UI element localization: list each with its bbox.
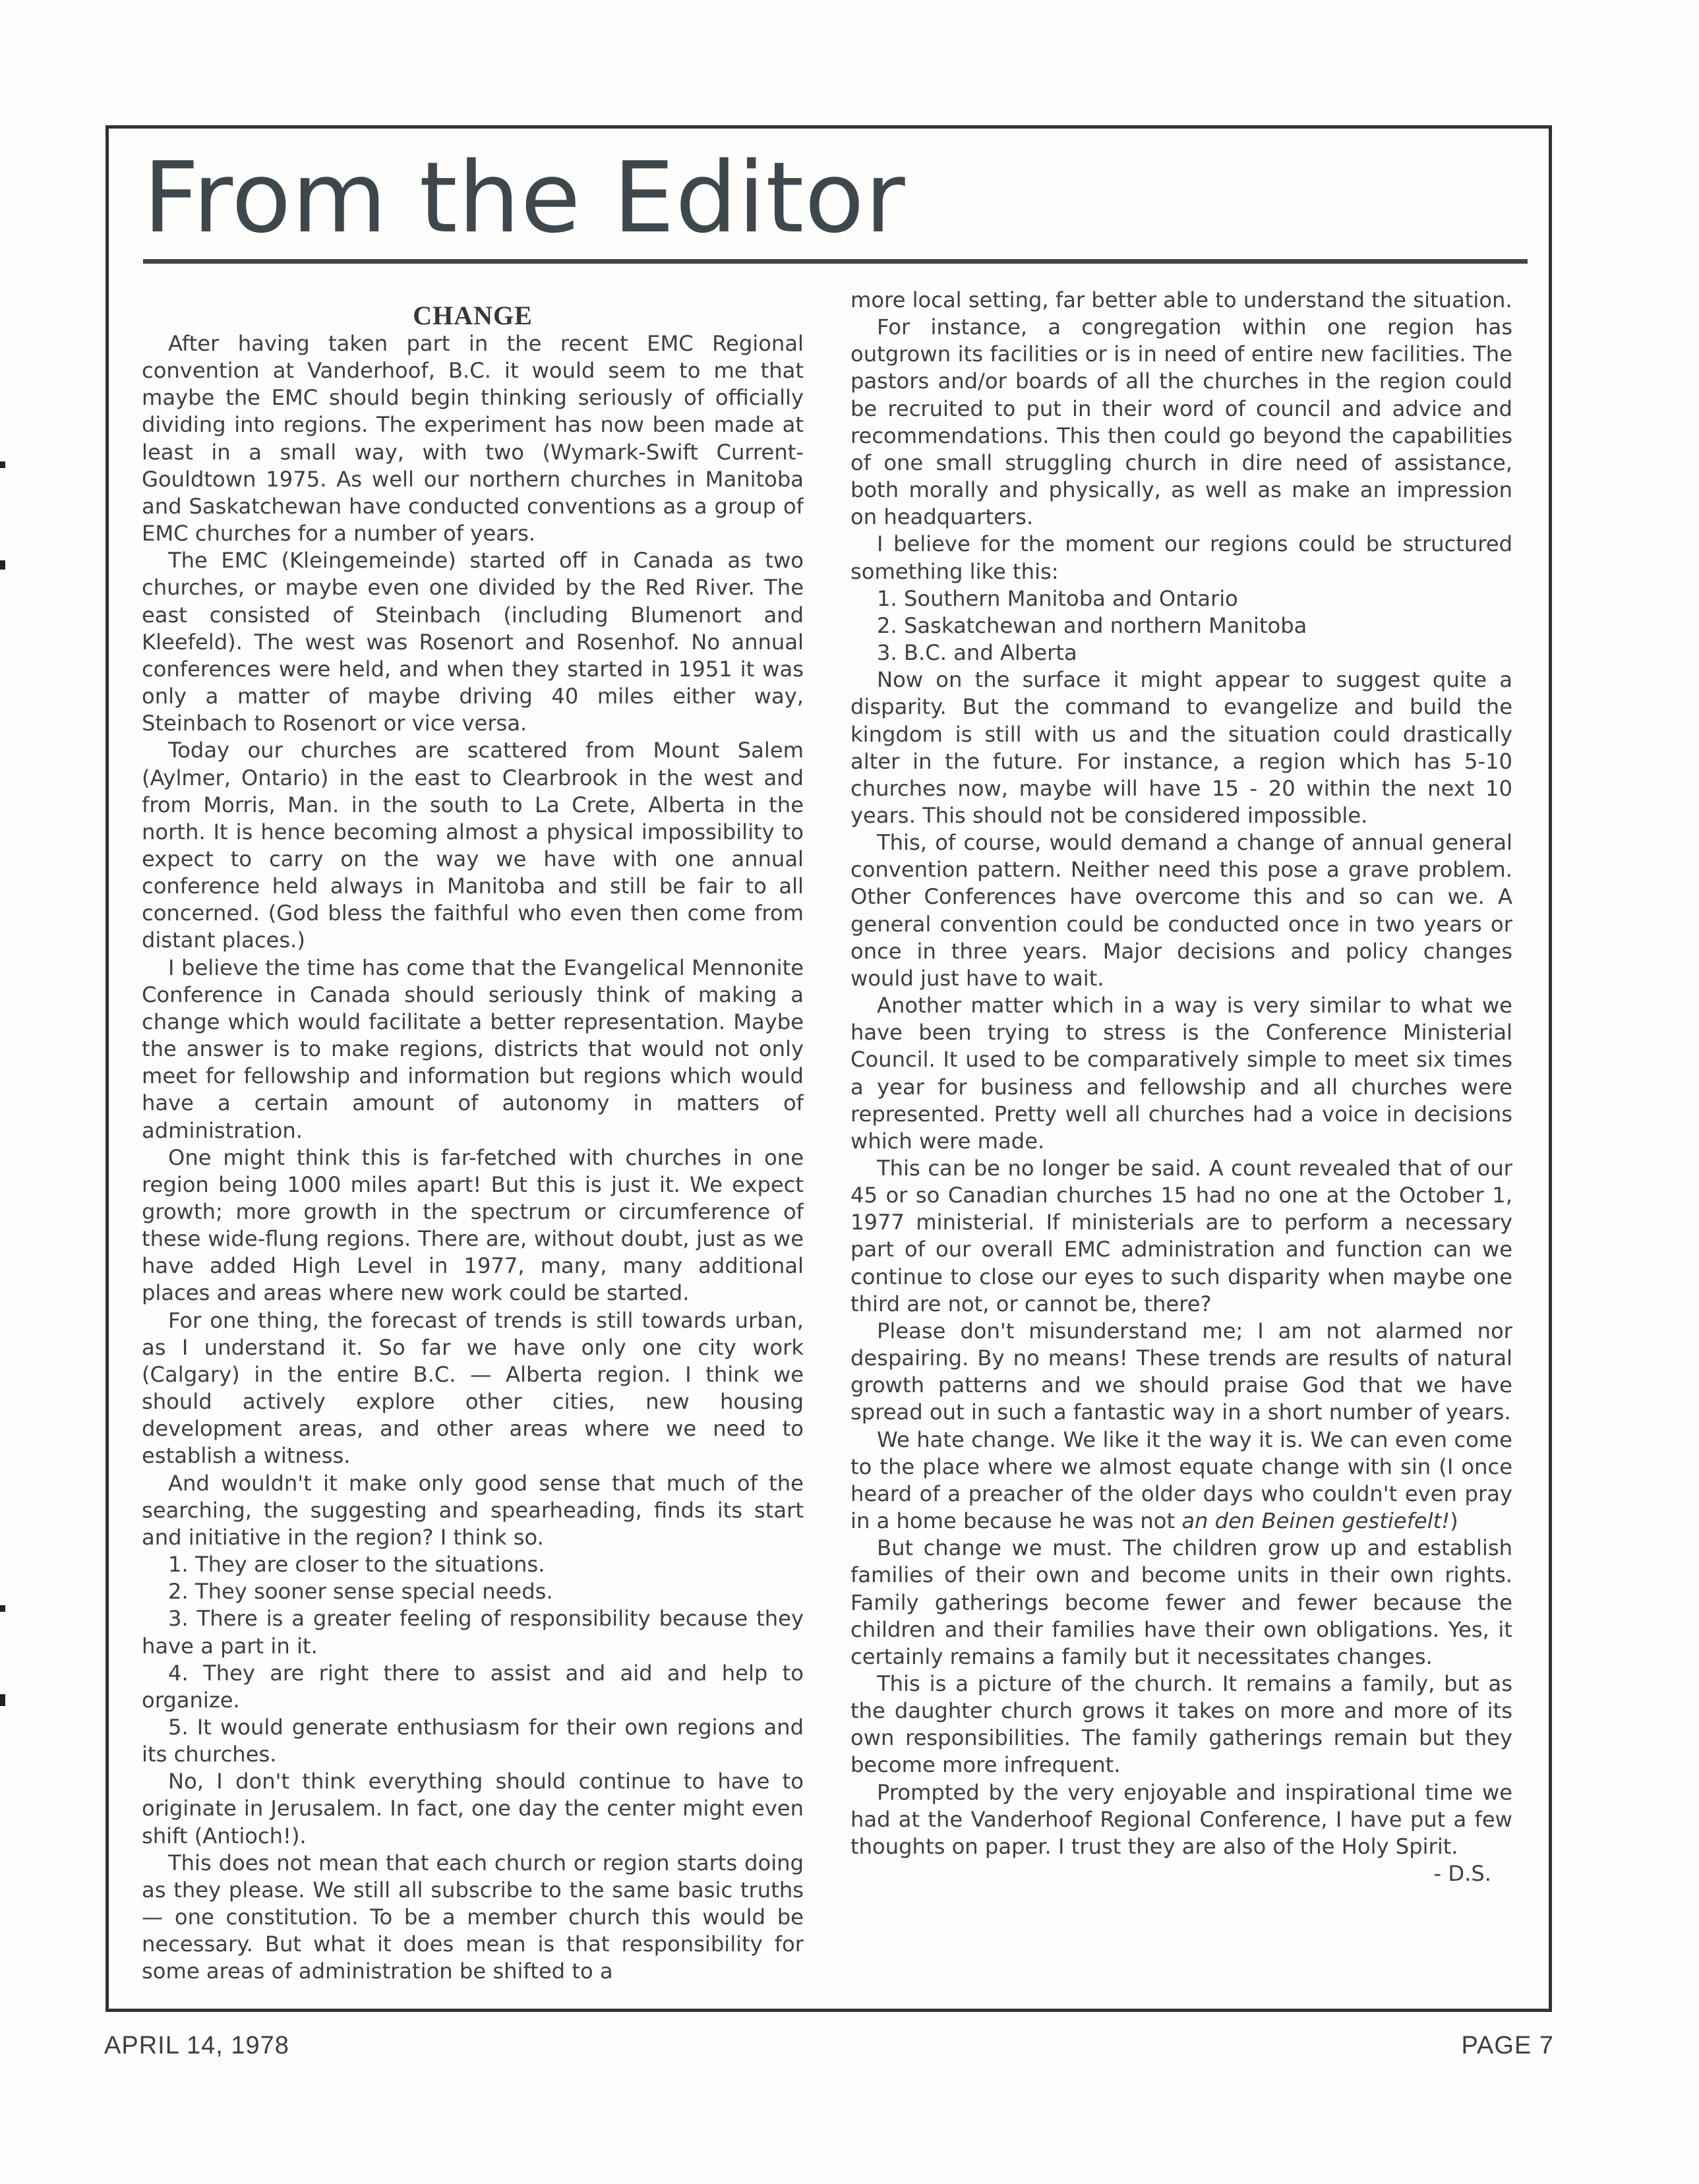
article-heading: CHANGE <box>413 301 533 330</box>
paragraph: This is a picture of the church. It remains a family, but as the daughter church grows it takes on more and more of its own responsibilities. The family gatherings remain but they become more infrequent. <box>850 1670 1512 1778</box>
paragraph: This does not mean that each church or region starts doing as they please. We still all subscribe to the same basic truths — one constitution. To be a member church this would be necessary. But what it does mean is that responsibility for some areas of administration be shifted to a <box>142 1850 804 1984</box>
scan-edge-mark <box>0 1605 5 1612</box>
paragraph: One might think this is far-fetched with churches in one region being 1000 miles apart! But this is just it. We expect growth; more growth in the spectrum or circumference of these wide-flung regions. There are, without doubt, just as we have added High Level in 1977, many, many additional places and areas where new work could be started. <box>142 1144 804 1306</box>
paragraph: Today our churches are scattered from Mount Salem (Aylmer, Ontario) in the east to Clearbrook in the west and from Morris, Man. in the south to La Crete, Alberta in the north. It is hence becoming almost a physical impossibility to expect to carry on the way we have with one annual conference held always in Manitoba and still be fair to all concerned. (God bless the faithful who even then come from distant places.) <box>142 738 804 953</box>
paragraph: But change we must. The children grow up and establish families of their own and become units in their own rights. Family gatherings become fewer and fewer because the children and their families have their own obligations. Yes, it certainly remains a family but it necessitates changes. <box>850 1535 1512 1669</box>
list-item: 4. They are right there to assist and aid and help to organize. <box>142 1660 804 1713</box>
paragraph: This, of course, would demand a change of annual general convention pattern. Neither need this pose a grave problem. Other Conferences have overcome this and so can we. A general convention could be conducted once in two years or once in three years. Major decisions and policy changes would just have to wait. <box>850 830 1512 991</box>
signature: - D.S. <box>1433 1861 1491 1887</box>
paragraph-continuation: more local setting, far better able to understand the situation. <box>850 287 1512 312</box>
footer-date: APRIL 14, 1978 <box>104 2032 289 2059</box>
paragraph: Another matter which in a way is very similar to what we have been trying to stress is the Conference Ministerial Council. It used to be comparatively simple to meet six times a year for business and fellowship and all churches were represented. Pretty well all churches had a voice in decisions which were made. <box>850 993 1512 1154</box>
paragraph-text: We hate change. We like it the way it is. We can even come to the place where we almost equate change with sin (I once heard of a preacher of the older days who couldn't even pray in a home because he was not <box>850 1427 1512 1534</box>
paragraph: I believe the time has come that the Evangelical Mennonite Conference in Canada should seriously think of making a change which would facilitate a better representation. Maybe the answer is to make regions, districts that would not only meet for fellowship and information but regions which would have a certain amount of autonomy in matters of administration. <box>142 955 804 1143</box>
paragraph: Please don't misunderstand me; I am not alarmed nor despairing. By no means! These trends are results of natural growth patterns and we should praise God that we have spread out in such a fantastic way in a short number of years. <box>850 1318 1512 1425</box>
paragraph: Now on the surface it might appear to suggest quite a disparity. But the command to evangelize and build the kingdom is still with us and the situation could drastically alter in the future. For instance, a region which has 5-10 churches now, maybe will have 15 - 20 within the next 10 years. This should not be considered impossible. <box>850 667 1512 828</box>
footer-page-number: PAGE 7 <box>1461 2032 1554 2059</box>
german-phrase: an den Beinen gestiefelt! <box>1181 1508 1450 1534</box>
paragraph: For instance, a congregation within one region has outgrown its facilities or is in need of entire new facilities. The pastors and/or boards of all the churches in the region could be recruited to put in their word of council and advice and recommendations. This then could go beyond the capabilities of one small struggling church in dire need of assistance, both morally and physically, as well as make an impression on headquarters. <box>850 314 1512 530</box>
paragraph: After having taken part in the recent EMC Regional convention at Vanderhoof, B.C. it would seem to me that maybe the EMC should begin thinking seriously of officially dividing into regions. The experiment has now been made at least in a small way, with two (Wymark-Swift Current-Gouldtown 1975. As well our northern churches in Manitoba and Saskatchewan have conducted conventions as a group of EMC churches for a number of years. <box>142 331 804 546</box>
list-item: 2. Saskatchewan and northern Manitoba <box>877 612 1307 638</box>
title-rule <box>143 259 1528 264</box>
paragraph: And wouldn't it make only good sense that much of the searching, the suggesting and spearheading, finds its start and initiative in the region? I think so. <box>142 1470 804 1550</box>
page-frame <box>105 125 1552 2012</box>
paragraph: This can be no longer be said. A count revealed that of our 45 or so Canadian churches 15 had no one at the October 1, 1977 ministerial. If ministerials are to perform a necessary part of our overall EMC administration and function can we continue to close our eyes to such disparity when maybe one third are not, or cannot be, there? <box>850 1156 1512 1316</box>
paragraph: I believe for the moment our regions could be structured something like this: <box>850 531 1512 584</box>
paragraph-close: ) <box>1450 1508 1458 1534</box>
left-column <box>142 301 804 1989</box>
scan-edge-mark <box>0 461 5 468</box>
list-item: 2. They sooner sense special needs. <box>168 1579 553 1605</box>
scan-edge-mark <box>0 1694 5 1706</box>
list-item: 1. They are closer to the situations. <box>168 1552 545 1578</box>
right-column <box>850 287 1512 1974</box>
list-item: 3. There is a greater feeling of responsibility because they have a part in it. <box>142 1606 804 1659</box>
scan-edge-mark <box>0 560 5 570</box>
paragraph <box>850 1427 1512 1535</box>
paragraph: No, I don't think everything should continue to have to originate in Jerusalem. In fact, one day the center might even shift (Antioch!). <box>142 1769 804 1848</box>
page-title: From the Editor <box>143 141 906 254</box>
list-item: 3. B.C. and Alberta <box>877 640 1077 666</box>
list-item: 5. It would generate enthusiasm for their own regions and its churches. <box>142 1714 804 1767</box>
list-item: 1. Southern Manitoba and Ontario <box>877 585 1238 611</box>
paragraph: For one thing, the forecast of trends is still towards urban, as I understand it. So far we have only one city work (Calgary) in the entire B.C. — Alberta region. I think we should actively explore other cities, new housing development areas, and other areas where we need to establish a witness. <box>142 1307 804 1469</box>
paragraph: The EMC (Kleingemeinde) started off in Canada as two churches, or maybe even one divided by the Red River. The east consisted of Steinbach (including Blumenort and Kleefeld). The west was Rosenort and Rosenhof. No annual conferences were held, and when they started in 1951 it was only a matter of maybe driving 40 miles either way, Steinbach to Rosenort or vice versa. <box>142 548 804 736</box>
paragraph: Prompted by the very enjoyable and inspirational time we had at the Vanderhoof Regional Conference, I have put a few thoughts on paper. I trust they are also of the Holy Spirit. <box>850 1779 1512 1859</box>
